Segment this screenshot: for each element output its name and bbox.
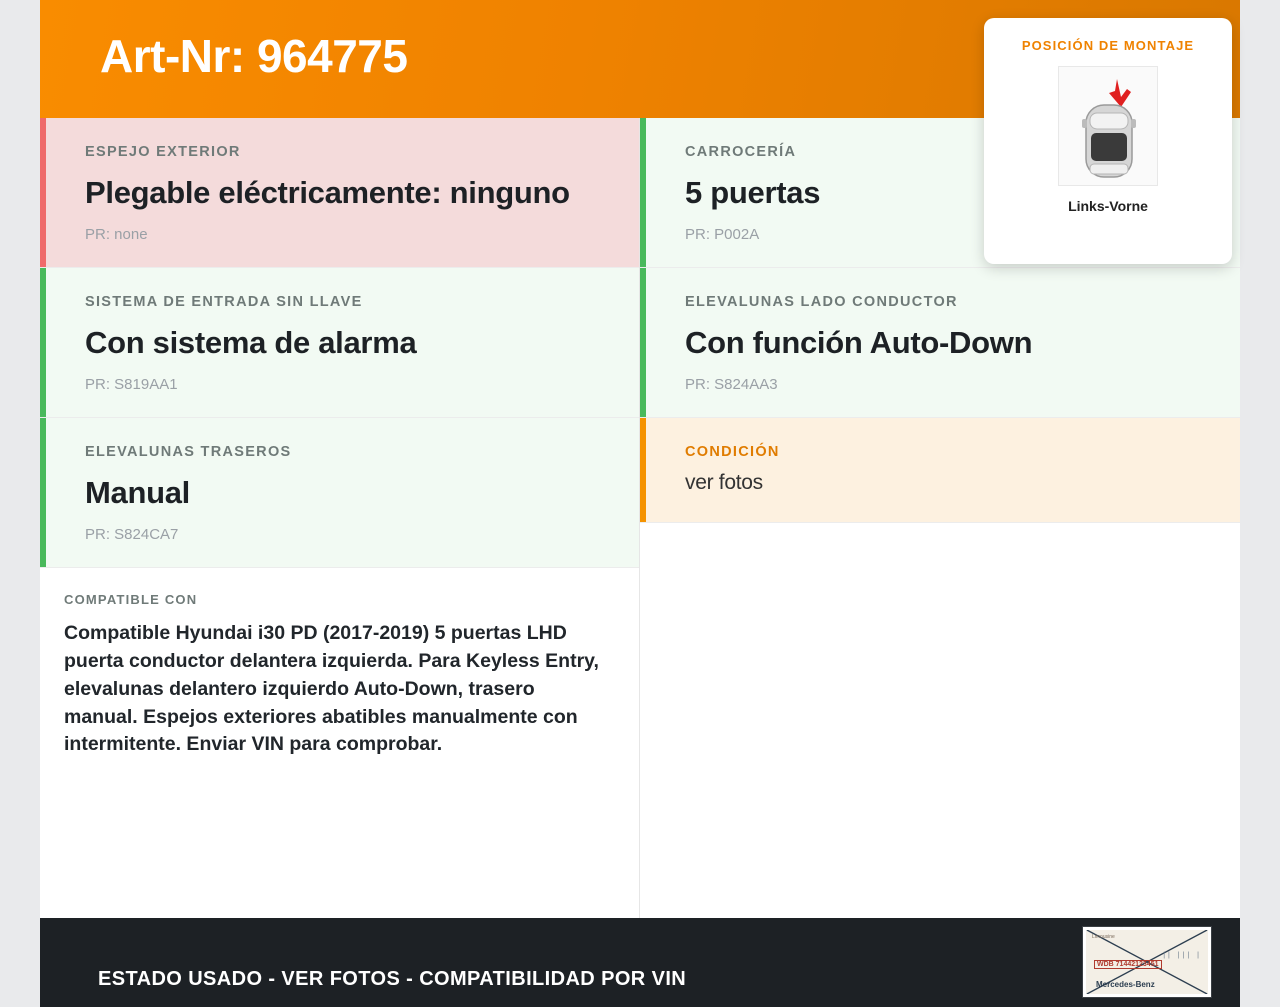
mounting-position-title: POSICIÓN DE MONTAJE <box>1021 38 1195 53</box>
stamp-top-text: Limousine <box>1092 934 1115 940</box>
vehicle-data-plate-image <box>1082 926 1212 998</box>
spec-value: Manual <box>85 475 190 511</box>
spec-pr-code: PR: P002A <box>685 226 760 244</box>
sheet-body <box>40 0 1240 1007</box>
spec-pr-code: PR: S824CA7 <box>85 526 179 544</box>
spec-label: SISTEMA DE ENTRADA SIN LLAVE <box>85 294 363 311</box>
footer-notice: ESTADO USADO - VER FOTOS - COMPATIBILIDAD POR VIN <box>98 968 687 990</box>
stamp-vin-text: WDB 71442123451 <box>1094 960 1162 969</box>
spec-pr-code: PR: S819AA1 <box>85 376 178 394</box>
spec-pr-code: PR: none <box>85 226 148 244</box>
footer-bar <box>40 918 1240 1007</box>
spec-row-driver-window <box>640 268 1240 418</box>
spec-value: Plegable eléctricamente: ninguno <box>85 175 570 210</box>
car-top-view-with-arrow-icon <box>1058 66 1158 186</box>
spec-label: CARROCERÍA <box>685 144 797 160</box>
spec-row-keyless-entry <box>40 268 639 418</box>
stamp-brand-text: Mercedes-Benz <box>1096 980 1155 989</box>
spec-value: ver fotos <box>685 471 763 495</box>
spec-value: Con sistema de alarma <box>85 325 417 361</box>
mounting-position-card <box>984 18 1232 264</box>
spec-label: CONDICIÓN <box>685 444 780 461</box>
compatibility-block <box>40 568 639 778</box>
stamp-grid-marks: || ||| | <box>1163 952 1202 959</box>
compatibility-label: COMPATIBLE CON <box>64 592 198 608</box>
mounting-position-caption: Links-Vorne <box>1068 198 1148 214</box>
spec-value: Con función Auto-Down <box>685 325 1033 361</box>
spec-pr-code: PR: S824AA3 <box>685 376 778 394</box>
compatibility-text: Compatible Hyundai i30 PD (2017-2019) 5 puertas LHD puerta conductor delantera izquierda. Para Keyless Entry, elevalunas delantero izquierdo Auto-Down, trasero manual. Espejos exteriores abatibles manualmente con intermitente. Enviar VIN para comprobar. <box>64 622 599 756</box>
spec-row-condition <box>640 418 1240 523</box>
spec-label: ESPEJO EXTERIOR <box>85 144 241 160</box>
spec-column-left <box>40 118 640 918</box>
spec-label: ELEVALUNAS TRASEROS <box>85 444 292 461</box>
page-title: Art-Nr: 964775 <box>100 30 408 82</box>
stamp-background <box>1086 930 1208 994</box>
spec-row-rear-windows <box>40 418 639 568</box>
spec-value: 5 puertas <box>685 175 821 210</box>
spec-label: ELEVALUNAS LADO CONDUCTOR <box>685 294 958 311</box>
spec-row-mirror <box>40 118 639 268</box>
